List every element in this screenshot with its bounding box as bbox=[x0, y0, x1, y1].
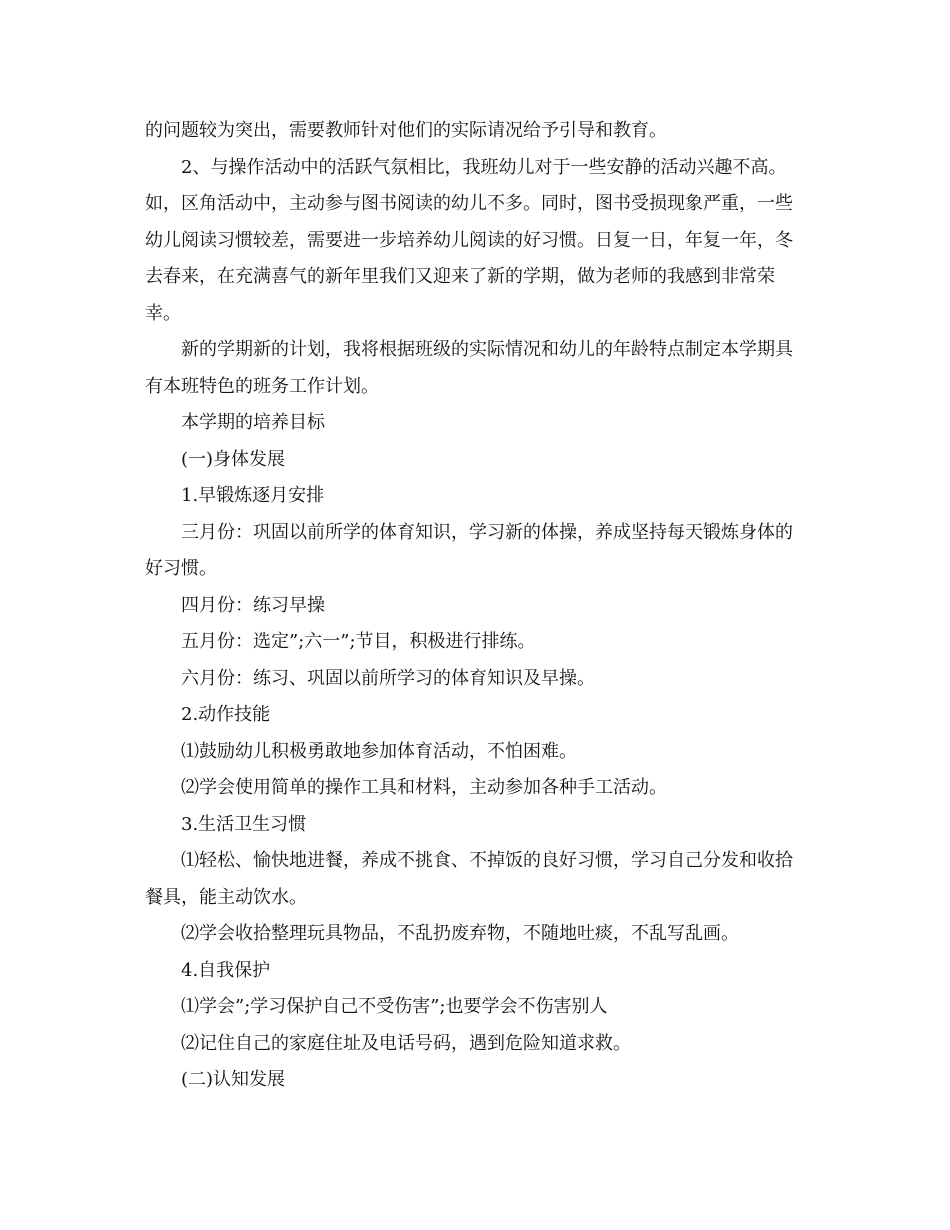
paragraph-new-plan: 新的学期新的计划，我将根据班级的实际情况和幼儿的年龄特点制定本学期具有本班特色的班务工作计划。 bbox=[145, 339, 793, 397]
item-april: 四月份：练习早操 bbox=[181, 594, 325, 616]
heading-hygiene-habits: 3.生活卫生习惯 bbox=[181, 813, 307, 835]
heading-motor-skills: 2.动作技能 bbox=[181, 704, 271, 725]
document-page bbox=[145, 113, 810, 1099]
paragraph-reading-habits: 2、与操作活动中的活跃气氛相比，我班幼儿对于一些安静的活动兴趣不高。如，区角活动中，主动参与图书阅读的幼儿不多。同时，图书受损现象严重，一些幼儿阅读习惯较差，需要进一步培养幼儿阅读的好习惯。日复一日，年复一年，冬去春来，在充满喜气的新年里我们又迎来了新的学期，做为老师的我感到非常荣幸。 bbox=[145, 156, 793, 324]
heading-cognitive-development: (二)认知发展 bbox=[181, 1069, 286, 1090]
heading-self-protection: 4.自我保护 bbox=[181, 959, 271, 981]
item-motor-skills-2: ⑵学会使用简单的操作工具和材料，主动参加各种手工活动。 bbox=[181, 777, 667, 798]
heading-training-goals: 本学期的培养目标 bbox=[181, 412, 325, 433]
item-self-protection-2: ⑵记住自己的家庭住址及电话号码，遇到危险知道求救。 bbox=[181, 1032, 631, 1054]
item-hygiene-1: ⑴轻松、愉快地进餐，养成不挑食、不掉饭的良好习惯，学习自己分发和收拾餐具，能主动饮水。 bbox=[145, 850, 793, 908]
item-self-protection-1: ⑴学会”;学习保护自己不受伤害”;也要学会不伤害别人 bbox=[181, 996, 608, 1017]
paragraph-continuation: 的问题较为突出，需要教师针对他们的实际请况给予引导和教育。 bbox=[145, 120, 667, 141]
heading-morning-exercise: 1.早锻炼逐月安排 bbox=[181, 485, 325, 506]
item-june: 六月份：练习、巩固以前所学习的体育知识及早操。 bbox=[181, 667, 595, 689]
item-hygiene-2: ⑵学会收拾整理玩具物品，不乱扔废弃物，不随地吐痰，不乱写乱画。 bbox=[181, 923, 739, 944]
item-march: 三月份：巩固以前所学的体育知识，学习新的体操，养成坚持每天锻炼身体的好习惯。 bbox=[145, 521, 793, 579]
heading-physical-development: (一)身体发展 bbox=[181, 448, 286, 470]
item-may: 五月份：选定”;六一”;节目，积极进行排练。 bbox=[181, 631, 536, 652]
item-motor-skills-1: ⑴鼓励幼儿积极勇敢地参加体育活动，不怕困难。 bbox=[181, 740, 577, 762]
